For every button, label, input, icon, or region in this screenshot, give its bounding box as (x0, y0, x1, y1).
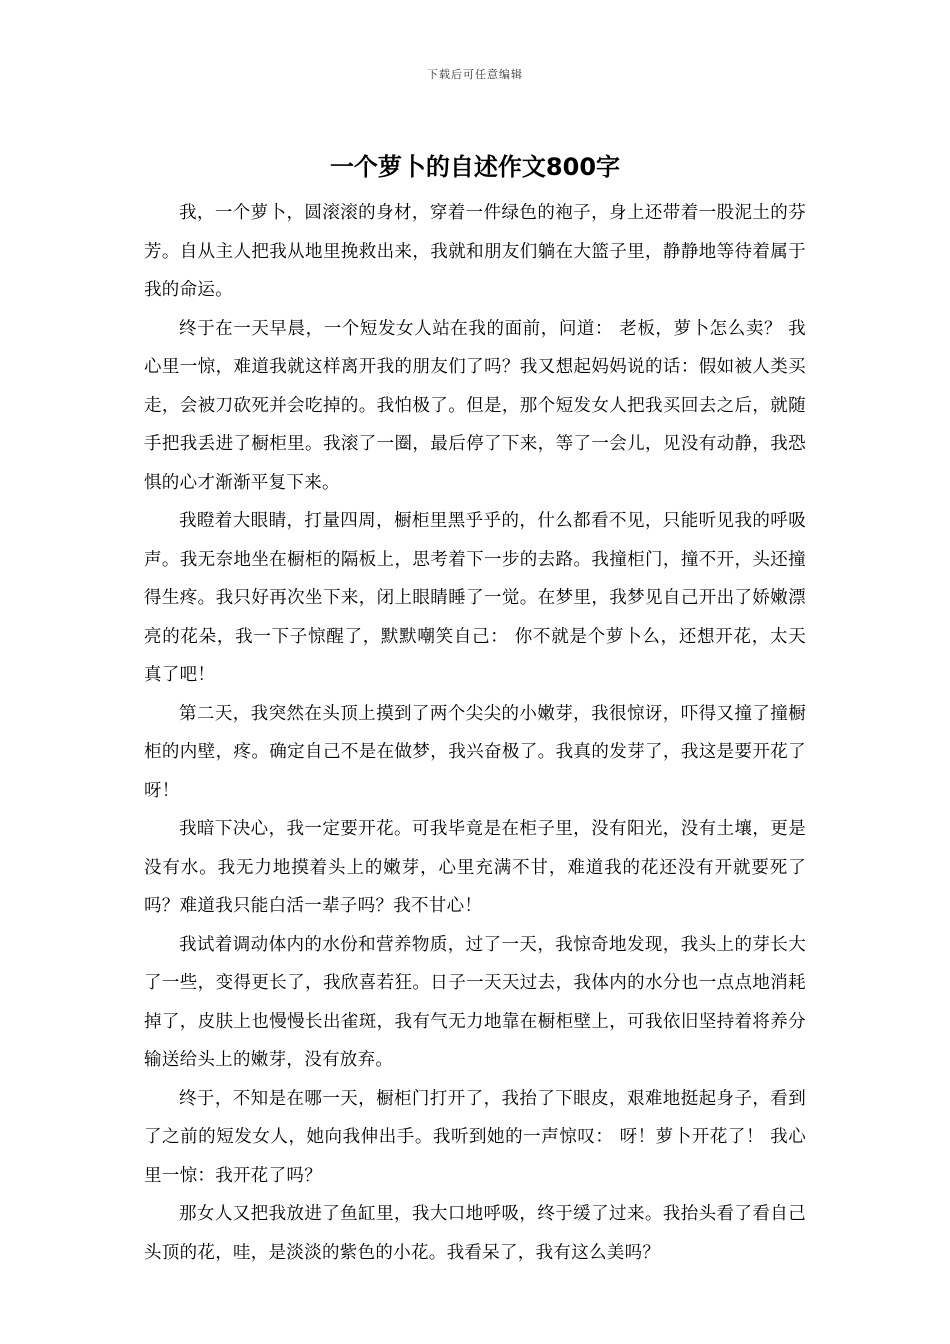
paragraph: 第二天，我突然在头顶上摸到了两个尖尖的小嫩芽，我很惊讶，吓得又撞了撞橱柜的内壁，疼。确定自己不是在做梦，我兴奋极了。我真的发芽了，我这是要开花了呀！ (144, 703, 806, 801)
paragraph: 我，一个萝卜，圆滚滚的身材，穿着一件绿色的袍子，身上还带着一股泥土的芬芳。自从主人把我从地里挽救出来，我就和朋友们躺在大篮子里，静静地等待着属于我的命运。 (144, 203, 806, 300)
paragraph: 我试着调动体内的水份和营养物质，过了一天，我惊奇地发现，我头上的芽长大了一些，变得更长了，我欣喜若狂。日子一天天过去，我体内的水分也一点点地消耗掉了，皮肤上也慢慢长出雀斑，我有气无力地靠在橱柜壁上，可我依旧坚持着将养分输送给头上的嫩芽，没有放弃。 (144, 934, 806, 1070)
header-note: 下载后可任意编辑 (427, 68, 523, 81)
paragraph: 我暗下决心，我一定要开花。可我毕竟是在柜子里，没有阳光，没有土壤，更是没有水。我无力地摸着头上的嫩芽，心里充满不甘，难道我的花还没有开就要死了吗？难道我只能白活一辈子吗？我不甘心！ (144, 819, 806, 916)
paragraph: 那女人又把我放进了鱼缸里，我大口地呼吸，终于缓了过来。我抬头看了看自己头顶的花，哇，是淡淡的紫色的小花。我看呆了，我有这么美吗？ (144, 1204, 806, 1263)
document-body (144, 194, 806, 1272)
paragraph: 终于在一天早晨，一个短发女人站在我的面前，问道： 老板，萝卜怎么卖？ 我心里一惊，难道我就这样离开我的朋友们了吗？我又想起妈妈说的话：假如被人类买走，会被刀砍死并会吃掉的。我怕极了。但是，那个短发女人把我买回去之后，就随手把我丢进了橱柜里。我滚了一圈，最后停了下来，等了一会儿，见没有动静，我恐惧的心才渐渐平复下来。 (144, 318, 806, 493)
paragraph: 我瞪着大眼睛，打量四周，橱柜里黑乎乎的，什么都看不见，只能听见我的呼吸声。我无奈地坐在橱柜的隔板上，思考着下一步的去路。我撞柜门，撞不开，头还撞得生疼。我只好再次坐下来，闭上眼睛睡了一觉。在梦里，我梦见自己开出了娇嫩漂亮的花朵，我一下子惊醒了，默默嘲笑自己： 你不就是个萝卜么，还想开花，太天真了吧！ (144, 511, 806, 685)
paragraph: 终于，不知是在哪一天，橱柜门打开了，我抬了下眼皮，艰难地挺起身子，看到了之前的短发女人，她向我伸出手。我听到她的一声惊叹： 呀！萝卜开花了！ 我心里一惊：我开花了吗？ (144, 1088, 806, 1186)
document-title: 一个萝卜的自述作文800字 (329, 153, 621, 181)
